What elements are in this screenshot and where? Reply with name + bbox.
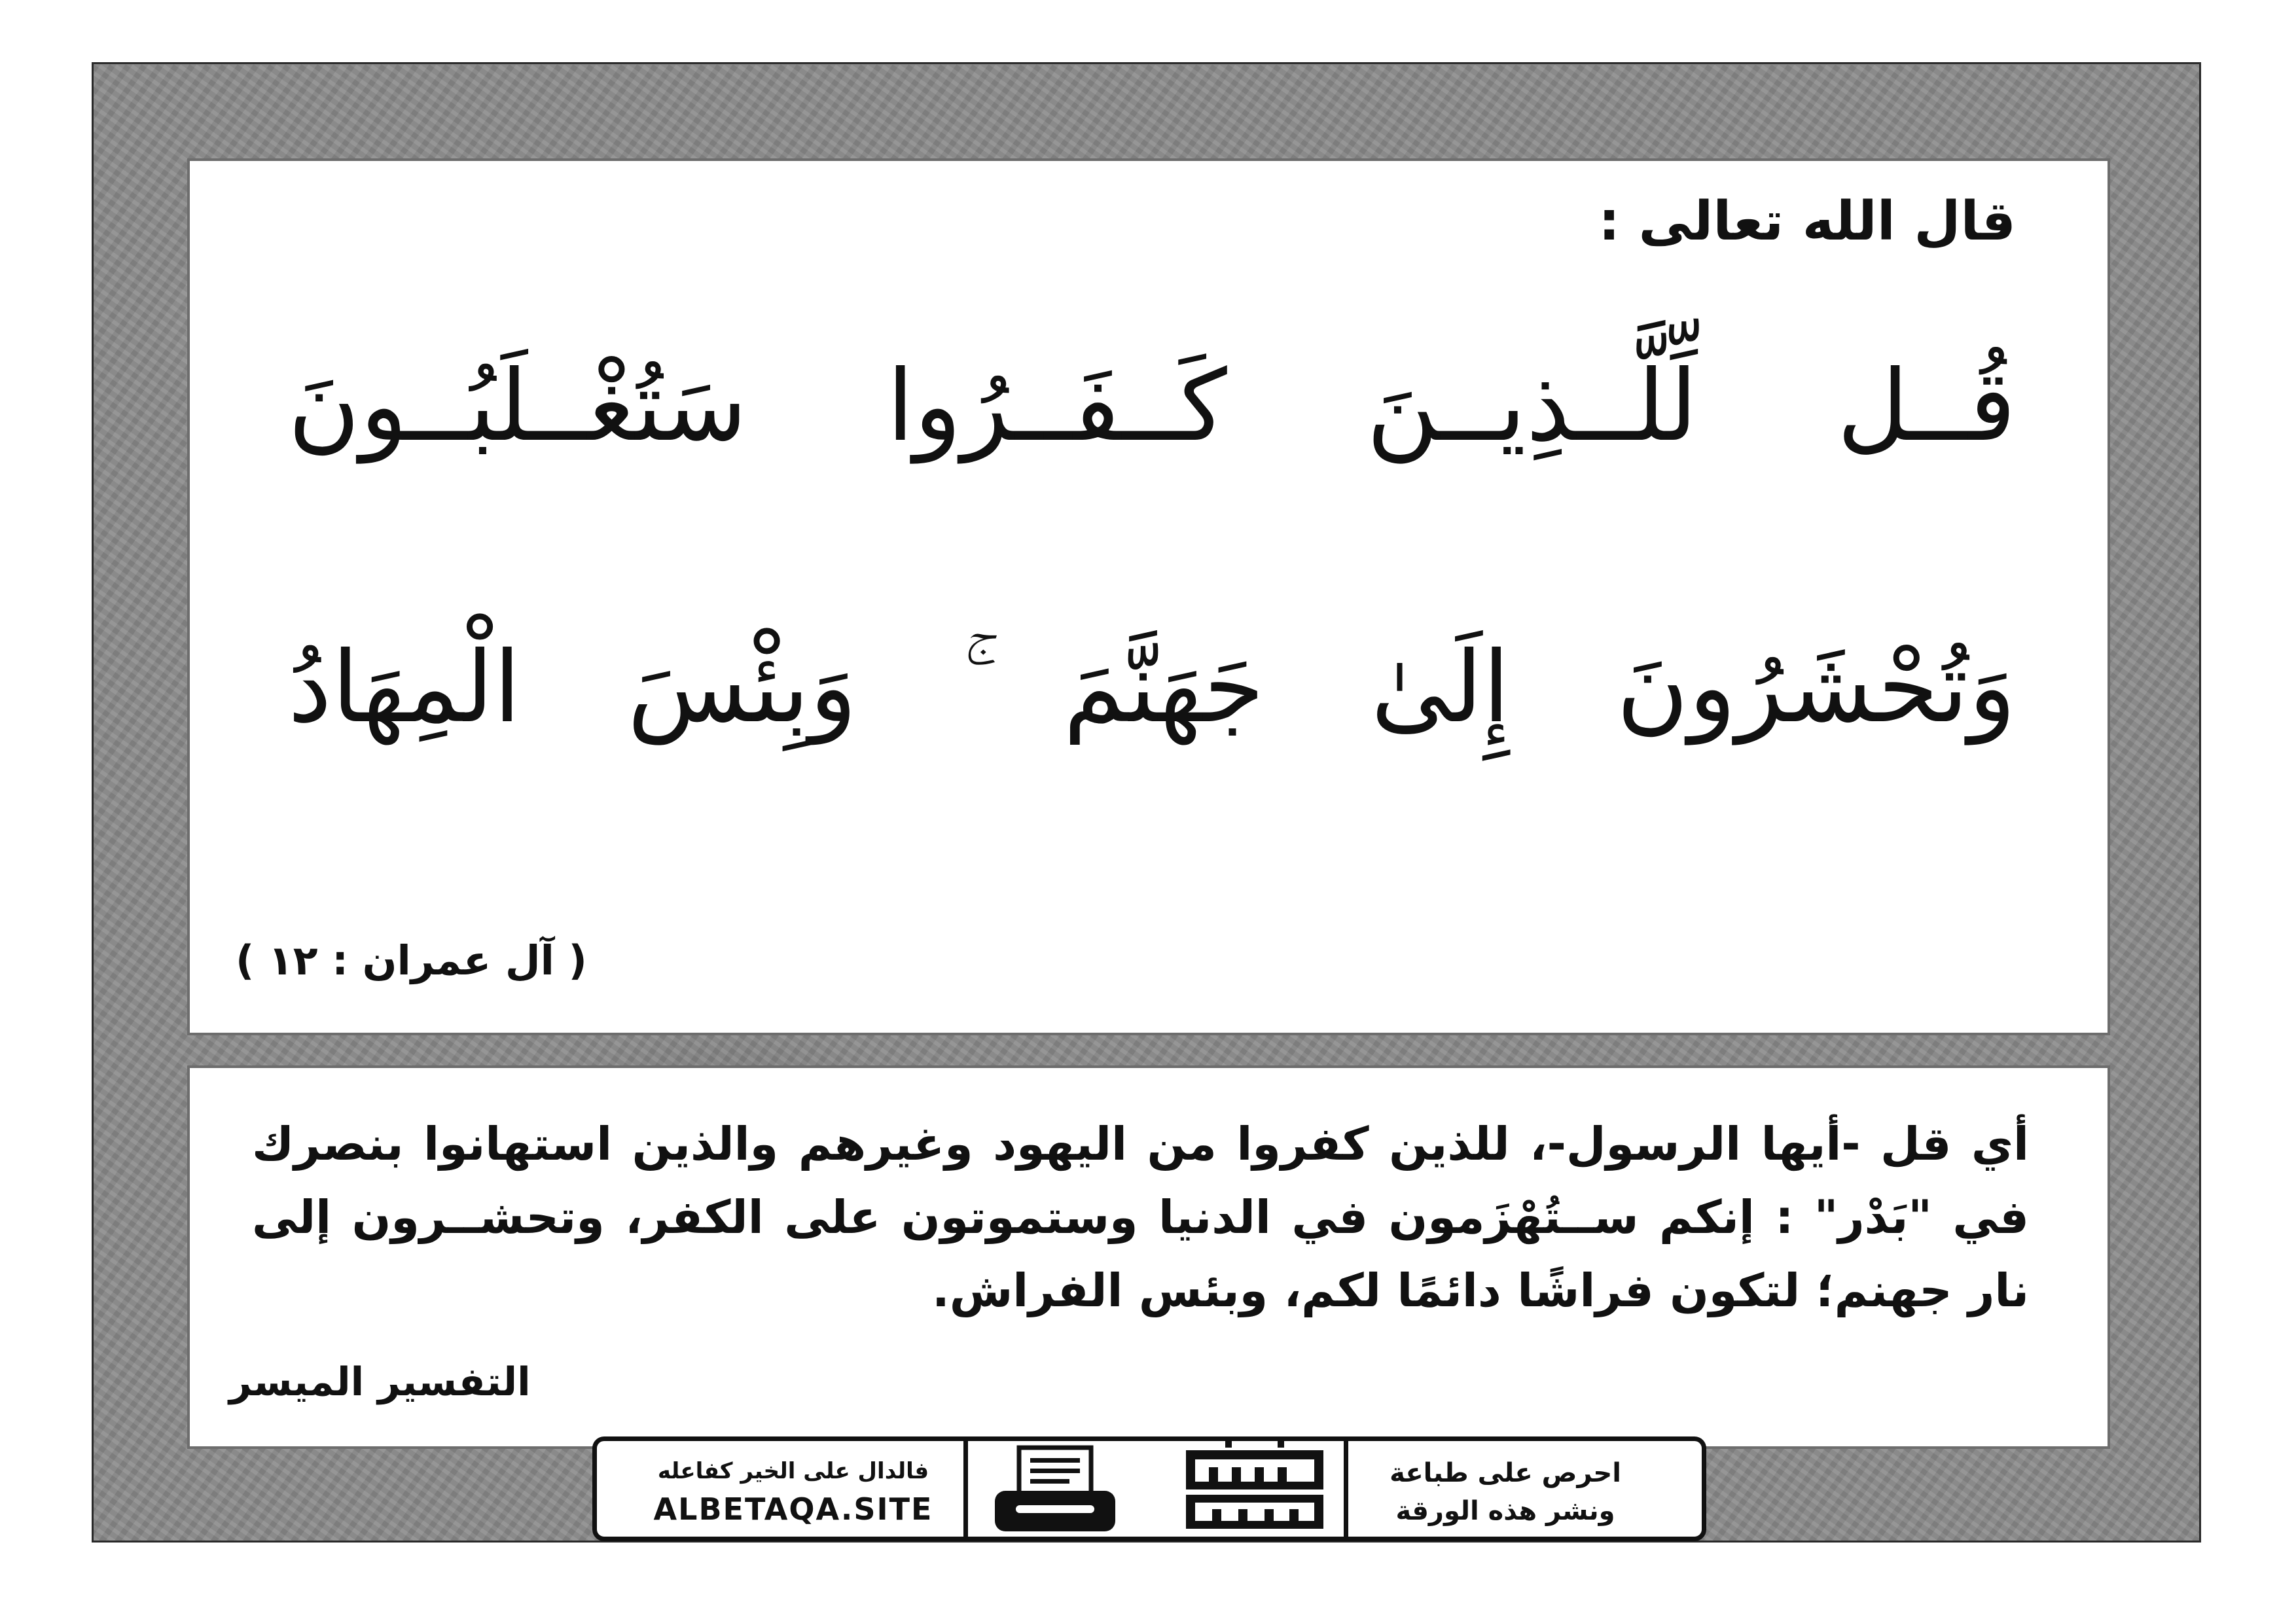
footer-notice xyxy=(1355,1454,1656,1530)
footer-divider-right xyxy=(1344,1441,1348,1537)
tafsir-text: أي قل -أيها الرسول-، للذين كفروا من اليهود وغيرهم والذين استهانوا بنصرك في "بَدْر" : إنكم ســتُهْزَمون في الدنيا وستموتون على الكفر، وتحشــرون إلى نار جهنم؛ لتكون فراشًا دائمًا لكم، وبئس الفراش. xyxy=(252,1117,2029,1317)
footer-website-block xyxy=(623,1453,963,1529)
footer-divider-left xyxy=(963,1441,968,1537)
footer-notice-line2: ونشر هذه الورقة xyxy=(1395,1496,1615,1526)
tafsir-source: التفسير الميسر xyxy=(229,1359,531,1405)
verse-reference: ( آل عمران : ١٢ ) xyxy=(236,936,587,984)
verse-line-2: وَتُحْشَرُونَ إِلَىٰ جَهَنَّمَ ۚ وَبِئْسَ الْمِهَادُ xyxy=(288,631,2016,745)
verse-line-1: قُــل لِّلَّــذِيــنَ كَــفَــرُوا سَتُغْــلَبُــونَ xyxy=(288,349,2016,463)
verse-panel xyxy=(190,161,2108,1033)
footer-bar xyxy=(592,1436,1706,1541)
footer-site: ALBETAQA.SITE xyxy=(653,1491,933,1527)
footer-notice-line1: احرص على طباعة xyxy=(1390,1458,1621,1488)
footer-slogan: فالدال على الخير كفاعله xyxy=(657,1458,929,1484)
verse-intro: قال الله تعالى : xyxy=(1598,190,2016,253)
tafsir-panel xyxy=(190,1068,2108,1446)
printer-icon xyxy=(990,1445,1121,1537)
albetaqa-logo-icon xyxy=(1173,1441,1336,1537)
